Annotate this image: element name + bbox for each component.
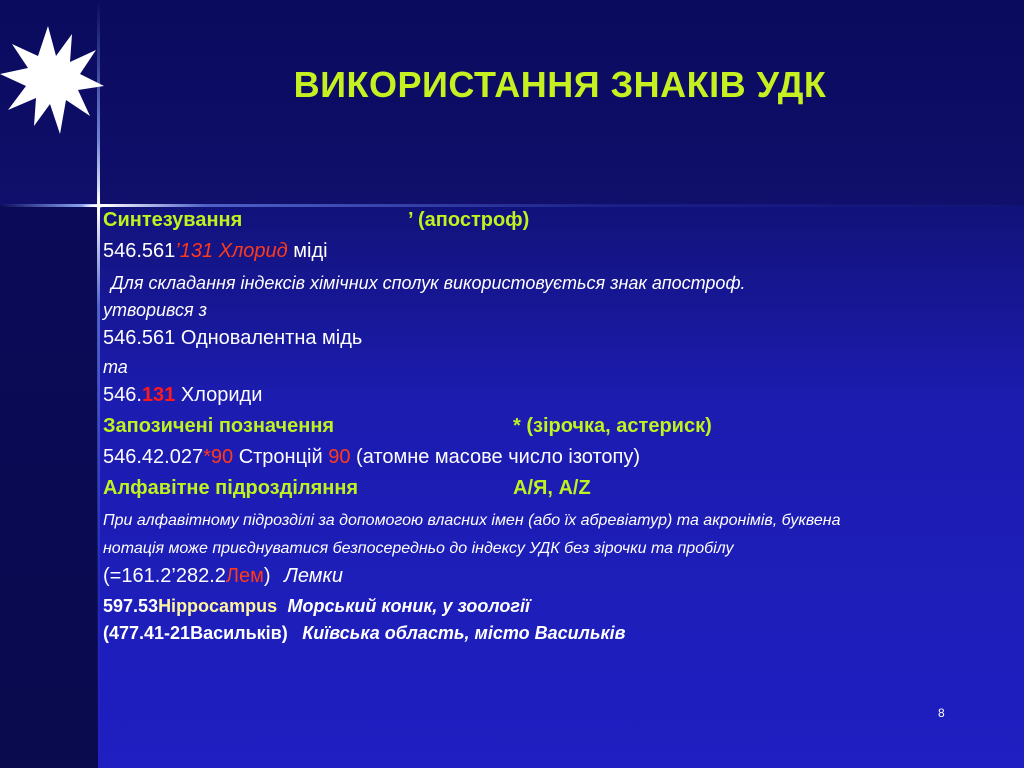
- row-synthesis: [103, 209, 530, 232]
- hippocampus-word: Hippocampus: [158, 596, 278, 616]
- hippocampus-description: Морський коник, у зоології: [287, 596, 530, 616]
- alphabetic-label: Алфавітне підрозділяння: [103, 477, 359, 499]
- alphabetic-sign: А/Я, A/Z: [513, 477, 591, 499]
- example-tail: міді: [293, 240, 328, 262]
- lemky-close: ): [263, 565, 271, 587]
- row-alphabetic: [103, 477, 591, 500]
- row-and: та: [103, 357, 128, 377]
- chlorides-word: Хлориди: [180, 384, 263, 406]
- slide-title: ВИКОРИСТАННЯ ЗНАКІВ УДК: [293, 64, 827, 105]
- strontium-base: 546.42.027: [103, 446, 204, 468]
- borrowed-label: Запозичені позначення: [103, 415, 335, 437]
- vasylkiv-description: Київська область, місто Васильків: [302, 623, 626, 643]
- lemky-abbrev: Лем: [225, 565, 264, 587]
- hippocampus-code: 597.53: [103, 596, 159, 616]
- left-background: [0, 205, 98, 768]
- row-alphabetic-note-2: нотація може приєднуватися безпосередньо до індексу УДК без зірочки та пробілу: [103, 540, 734, 557]
- row-hippocampus: [103, 596, 530, 617]
- lemky-code: (=161.2’282.2: [103, 565, 226, 587]
- vasylkiv-word: Васильків): [190, 623, 288, 643]
- horizontal-light-line: [0, 204, 1024, 207]
- row-alphabetic-note-1: При алфавітному підрозділі за допомогою власних імен (або їх абревіатур) та акронімів, буквена: [103, 512, 841, 529]
- apostrophe-sign: ’ (апостроф): [408, 209, 530, 231]
- vasylkiv-code: (477.41-21: [103, 623, 191, 643]
- strontium-extension: *90: [203, 446, 234, 468]
- asterisk-sign: * (зірочка, астериск): [513, 415, 712, 437]
- row-chlorides: [103, 384, 262, 407]
- row-borrowed: [103, 415, 712, 438]
- strontium-note: (атомне масове число ізотопу): [356, 446, 641, 468]
- strontium-number: 90: [328, 446, 351, 468]
- strontium-word: Стронцій: [238, 446, 323, 468]
- row-strontium: [103, 446, 640, 469]
- row-apostrophe-note: Для складання індексів хімічних сполук використовується знак апостроф.: [111, 273, 746, 293]
- chlorides-number: 131: [141, 384, 176, 406]
- lemky-word: Лемки: [284, 565, 344, 587]
- row-formed-from: утворився з: [103, 300, 208, 320]
- chlorides-prefix: 546.: [103, 384, 142, 406]
- row-copper: 546.561 Одновалентна мідь: [103, 327, 363, 349]
- page-number: 8: [938, 706, 945, 720]
- row-vasylkiv: [103, 623, 626, 644]
- row-example-chloride: [103, 240, 328, 263]
- row-lemky: [103, 565, 343, 588]
- example-extension: ’131 Хлорид: [175, 240, 288, 262]
- example-base: 546.561: [103, 240, 176, 262]
- synthesis-label: Синтезування: [103, 209, 243, 231]
- starburst-icon: [0, 26, 104, 134]
